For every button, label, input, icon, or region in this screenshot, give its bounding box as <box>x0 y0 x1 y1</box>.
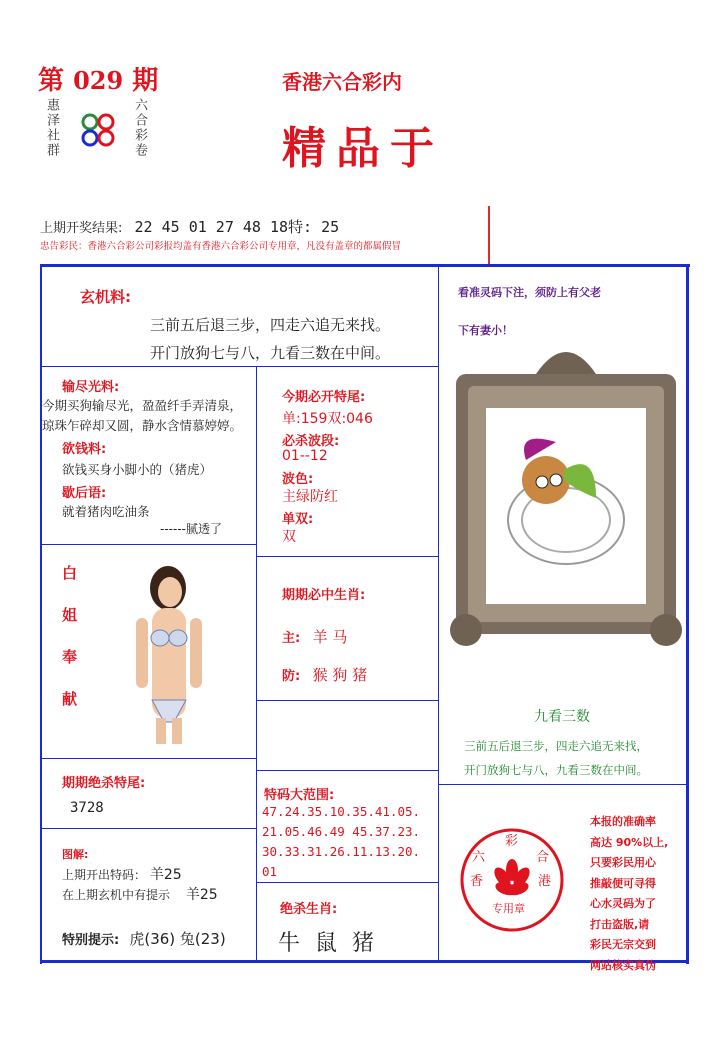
tujie-line-1 <box>62 864 182 884</box>
fraud-notice: 忠告彩民：香港六合彩公司彩报均盖有香港六合彩公司专用章，凡没有盖章的都属假冒 <box>40 241 402 252</box>
fang-label: 防: <box>282 669 301 684</box>
tujie-title: 图解: <box>62 848 89 861</box>
accuracy-line: 彩民无宗交到 <box>590 938 656 951</box>
qianqian-title: 欲钱料: <box>62 442 107 457</box>
fang-value: 猴 狗 猪 <box>312 666 368 684</box>
range-row-3: 30.33.31.26.11.13.20. <box>262 844 421 859</box>
stamp-right: 合 <box>536 850 550 865</box>
left-vertical-text-2: 六合彩卷 <box>132 98 147 158</box>
baijie-char-2: 姐 <box>62 606 78 624</box>
bose-title: 波色: <box>282 472 314 487</box>
red-mark <box>488 206 490 264</box>
accuracy-text <box>590 812 668 976</box>
xuanji-title: 玄机料: <box>80 288 131 306</box>
shengxiao-fang <box>282 664 367 685</box>
range-row-4: 01 <box>262 864 278 879</box>
baijie-char-1: 白 <box>62 564 78 582</box>
tujie-line-2-label: 在上期玄机中有提示 <box>62 888 171 902</box>
range-row-2: 21.05.46.49 45.37.23. <box>262 824 421 839</box>
stamp-left: 六 <box>472 850 486 865</box>
shengxiao-main <box>282 626 347 647</box>
accuracy-line: 本报的准确率 <box>590 815 656 828</box>
xuanji-line-2: 开门放狗七与八，九看三数在中间。 <box>150 344 391 362</box>
border-left <box>40 264 42 964</box>
left-vertical-text-1: 惠泽社群 <box>44 98 59 158</box>
big-title: 精品 <box>282 123 390 174</box>
results-numbers: 22 45 01 27 48 18特: 25 <box>134 218 340 236</box>
jueshe-value: 3728 <box>70 800 104 816</box>
tishi <box>62 928 226 949</box>
accuracy-line: 推敲便可寻得 <box>590 876 656 890</box>
issue-title <box>38 60 158 97</box>
border-right <box>686 264 689 964</box>
shujin-title: 输尽光料: <box>62 380 120 395</box>
jueshesheng-value: 牛 鼠 猪 <box>278 931 378 956</box>
xiehouyu-title: 歇后语: <box>62 486 107 501</box>
stamp-top: 彩 <box>505 834 519 849</box>
range-title: 特码大范围: <box>264 788 335 803</box>
bosha-value: 01--12 <box>282 448 328 464</box>
frame-caption-line-2: 开门放狗七与八，九看三数在中间。 <box>464 763 648 777</box>
main-label: 主: <box>282 631 301 646</box>
stamp-bottom-left: 香 <box>470 874 484 889</box>
jueshe-title: 期期绝杀特尾: <box>62 776 146 791</box>
stamp-bottom-right: 港 <box>538 874 552 889</box>
accuracy-line: 网站核实真伪 <box>590 958 656 972</box>
shujin-line-2: 琼珠乍碎却又圆，静水含情慕婷婷。 <box>42 418 243 433</box>
jueshesheng-title: 绝杀生肖: <box>280 902 338 917</box>
xiehouyu-answer: ------腻透了 <box>160 522 222 536</box>
tujie-line-1-value: 羊25 <box>149 867 182 883</box>
tail-title: 今期必开特尾: <box>282 390 366 405</box>
ornate-frame-image <box>446 330 686 652</box>
issue-suffix: 期 <box>132 66 159 96</box>
baijie-char-4: 献 <box>62 690 78 708</box>
lottery-logo-icon <box>78 110 118 150</box>
accuracy-line: 高达 90%以上, <box>590 835 669 849</box>
danshuang-value: 双 <box>282 529 296 545</box>
xuanji-line-1: 三前五后退三步，四走六追无来找。 <box>150 316 391 334</box>
tujie-line-2-value: 羊25 <box>185 887 218 903</box>
accuracy-line: 只要彩民用心 <box>590 856 656 869</box>
results-label: 上期开奖结果: <box>40 221 123 236</box>
qianqian-text: 欲钱买身小脚小的（猪虎） <box>62 462 213 477</box>
accuracy-line: 打击盗版,请 <box>590 917 650 931</box>
shujin-line-1: 今期买狗输尽光，盈盈纤手弄清泉， <box>42 398 243 413</box>
tujie-line-2 <box>62 884 218 904</box>
bosha-title: 必杀波段: <box>282 434 340 449</box>
frame-caption-line-1: 三前五后退三步，四走六追无来找， <box>464 739 648 753</box>
issue-number: 029 <box>73 66 124 95</box>
baijie-char-3: 奉 <box>62 648 78 666</box>
tujie-line-1-label: 上期开出特码： <box>62 868 147 882</box>
border-top <box>40 264 690 267</box>
shengxiao-title: 期期必中生肖: <box>282 588 366 603</box>
range-row-1: 47.24.35.10.35.41.05. <box>262 804 421 819</box>
frame-caption-title: 九看三数 <box>534 709 590 725</box>
tishi-value: 虎(36) 兔(23) <box>129 930 226 948</box>
stamp-bottom: 专用章 <box>492 902 525 915</box>
publisher-title: 香港六合彩内 <box>282 70 402 94</box>
tishi-title: 特别提示: <box>62 933 120 948</box>
last-results <box>40 216 339 237</box>
danshuang-title: 单双: <box>282 512 314 527</box>
accuracy-line: 心水灵码为了 <box>590 897 656 910</box>
bose-value: 主绿防红 <box>282 489 338 505</box>
big-title-cut: 于 <box>390 123 434 174</box>
tail-dan-shuang: 单:159双:046 <box>282 411 373 427</box>
main-value: 羊 马 <box>312 628 348 646</box>
right-note-1: 看准灵码下注，须防上有父老 <box>458 286 601 299</box>
issue-prefix: 第 <box>38 66 65 96</box>
model-photo <box>118 560 218 744</box>
xiehouyu-text: 就着猪肉吃油条 <box>62 504 150 519</box>
right-note-2: 下有妻小！ <box>458 324 513 337</box>
